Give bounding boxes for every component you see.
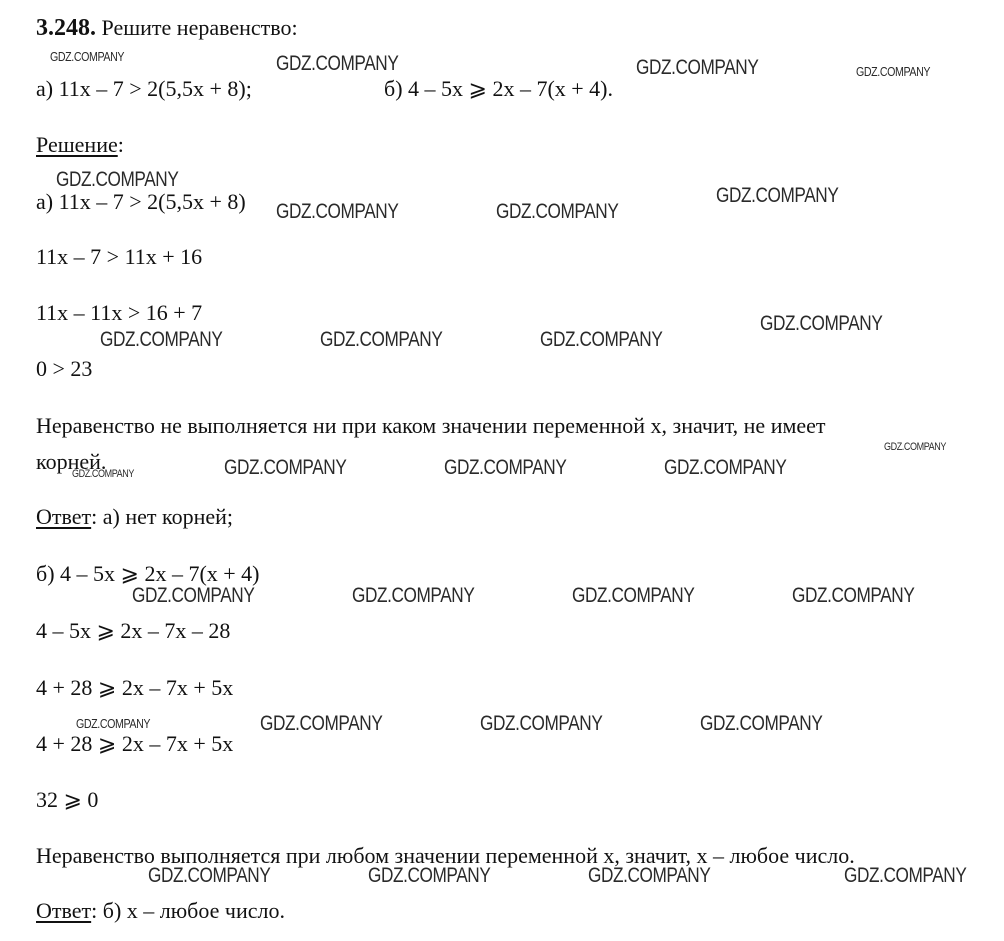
solution-a-line-1: а) 11x – 7 > 2(5,5x + 8) [36, 189, 246, 214]
solution-b-line-2: 4 – 5x ⩾ 2x – 7x – 28 [36, 618, 231, 643]
watermark: GDZ.COMPANY [76, 716, 151, 731]
problem-header [36, 16, 298, 40]
watermark: GDZ.COMPANY [132, 584, 255, 607]
watermark: GDZ.COMPANY [496, 200, 619, 223]
watermark: GDZ.COMPANY [56, 168, 179, 191]
watermark: GDZ.COMPANY [224, 456, 347, 479]
watermark: GDZ.COMPANY [540, 328, 663, 351]
watermark: GDZ.COMPANY [856, 64, 931, 79]
answer-b-text: : б) x – любое число. [91, 898, 285, 923]
watermark: GDZ.COMPANY [276, 200, 399, 223]
solution-b-line-1: б) 4 – 5x ⩾ 2x – 7(x + 4) [36, 561, 260, 586]
solution-a-line-4: 0 > 23 [36, 356, 93, 381]
watermark: GDZ.COMPANY [352, 584, 475, 607]
watermark: GDZ.COMPANY [276, 52, 399, 75]
solution-a-line-2: 11x – 7 > 11x + 16 [36, 244, 203, 269]
problem-part-a: а) 11x – 7 > 2(5,5x + 8); [36, 76, 252, 101]
watermark: GDZ.COMPANY [716, 184, 839, 207]
answer-b-label: Ответ [36, 898, 92, 923]
solution-heading [36, 134, 124, 156]
watermark: GDZ.COMPANY [260, 712, 383, 735]
watermark: GDZ.COMPANY [844, 864, 967, 887]
solution-heading-label: Решение [36, 132, 118, 157]
watermark: GDZ.COMPANY [320, 328, 443, 351]
watermark: GDZ.COMPANY [636, 56, 759, 79]
problem-part-b: б) 4 – 5x ⩾ 2x – 7(x + 4). [384, 76, 614, 101]
watermark: GDZ.COMPANY [572, 584, 695, 607]
solution-a-line-3: 11x – 11x > 16 + 7 [36, 300, 203, 325]
solution-heading-colon: : [117, 132, 124, 157]
watermark: GDZ.COMPANY [588, 864, 711, 887]
watermark: GDZ.COMPANY [444, 456, 567, 479]
conclusion-a-line-1: Неравенство не выполняется ни при каком значении переменной x, значит, не имеет [36, 413, 826, 438]
answer-b [36, 900, 285, 922]
conclusion-a-line-2: корней. [36, 449, 107, 474]
watermark: GDZ.COMPANY [50, 49, 125, 64]
solution-b-line-3: 4 + 28 ⩾ 2x – 7x + 5x [36, 675, 234, 700]
watermark: GDZ.COMPANY [664, 456, 787, 479]
answer-a [36, 506, 233, 528]
watermark: GDZ.COMPANY [368, 864, 491, 887]
conclusion-b: Неравенство выполняется при любом значении переменной x, значит, x – любое число. [36, 843, 855, 868]
watermark: GDZ.COMPANY [700, 712, 823, 735]
problem-number: 3.248. [36, 15, 96, 41]
watermark: GDZ.COMPANY [148, 864, 271, 887]
answer-a-text: : а) нет корней; [91, 504, 233, 529]
watermark: GDZ.COMPANY [72, 468, 134, 480]
watermark: GDZ.COMPANY [100, 328, 223, 351]
watermark: GDZ.COMPANY [480, 712, 603, 735]
watermark: GDZ.COMPANY [792, 584, 915, 607]
answer-a-label: Ответ [36, 504, 92, 529]
solution-b-line-4: 4 + 28 ⩾ 2x – 7x + 5x [36, 731, 234, 756]
watermark: GDZ.COMPANY [760, 312, 883, 335]
watermark: GDZ.COMPANY [884, 441, 946, 453]
solution-b-line-5: 32 ⩾ 0 [36, 787, 99, 812]
problem-statement: Решите неравенство: [101, 15, 298, 40]
